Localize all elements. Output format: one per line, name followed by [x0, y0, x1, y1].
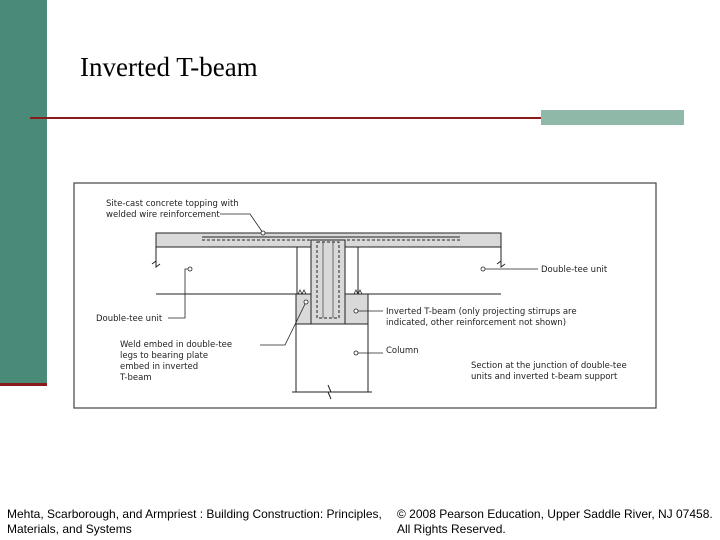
- leader-double-tee-left-dot: [188, 267, 192, 271]
- label-topping-line2: welded wire reinforcement: [106, 210, 220, 220]
- label-weld-line4: T-beam: [120, 373, 152, 383]
- label-tbeam-line1: Inverted T-beam (only projecting stirrups are: [386, 307, 577, 317]
- side-accent-bar: [0, 0, 47, 383]
- tbeam-stem: [311, 240, 345, 324]
- label-section-line1: Section at the junction of double-tee: [471, 361, 627, 371]
- title-accent-block: [541, 110, 684, 125]
- column-break-mark: [328, 385, 331, 399]
- label-topping-line1: Site-cast concrete topping with: [106, 199, 239, 209]
- leader-topping: [220, 214, 263, 233]
- label-section-line2: units and inverted t-beam support: [471, 372, 618, 382]
- label-column: Column: [386, 346, 419, 356]
- leader-topping-dot: [261, 231, 265, 235]
- label-double-tee-right: Double-tee unit: [541, 265, 608, 275]
- label-tbeam-line2: indicated, other reinforcement not shown): [386, 318, 567, 328]
- leader-weld-dot: [304, 300, 308, 304]
- diagram-canvas: [60, 170, 672, 425]
- leader-column-dot: [354, 351, 358, 355]
- inverted-t-beam-diagram: [60, 170, 672, 425]
- leader-double-tee-right-dot: [481, 267, 485, 271]
- footer-citation: Mehta, Scarborough, and Armpriest : Building Construction: Principles, Materials, and Systems: [7, 507, 382, 536]
- label-double-tee-left: Double-tee unit: [96, 314, 163, 324]
- label-weld-line1: Weld embed in double-tee: [120, 340, 233, 350]
- label-weld-line2: legs to bearing plate: [120, 351, 209, 361]
- footer-copyright: © 2008 Pearson Education, Upper Saddle River, NJ 07458. All Rights Reserved.: [397, 507, 713, 536]
- left-break-mark: [152, 261, 160, 267]
- slide-title: Inverted T-beam: [80, 52, 258, 82]
- left-weld-mark: [298, 290, 306, 294]
- right-break-mark: [497, 261, 505, 267]
- side-accent-edge: [0, 383, 47, 386]
- label-weld-line3: embed in inverted: [120, 362, 199, 372]
- leader-tbeam-dot: [354, 309, 358, 313]
